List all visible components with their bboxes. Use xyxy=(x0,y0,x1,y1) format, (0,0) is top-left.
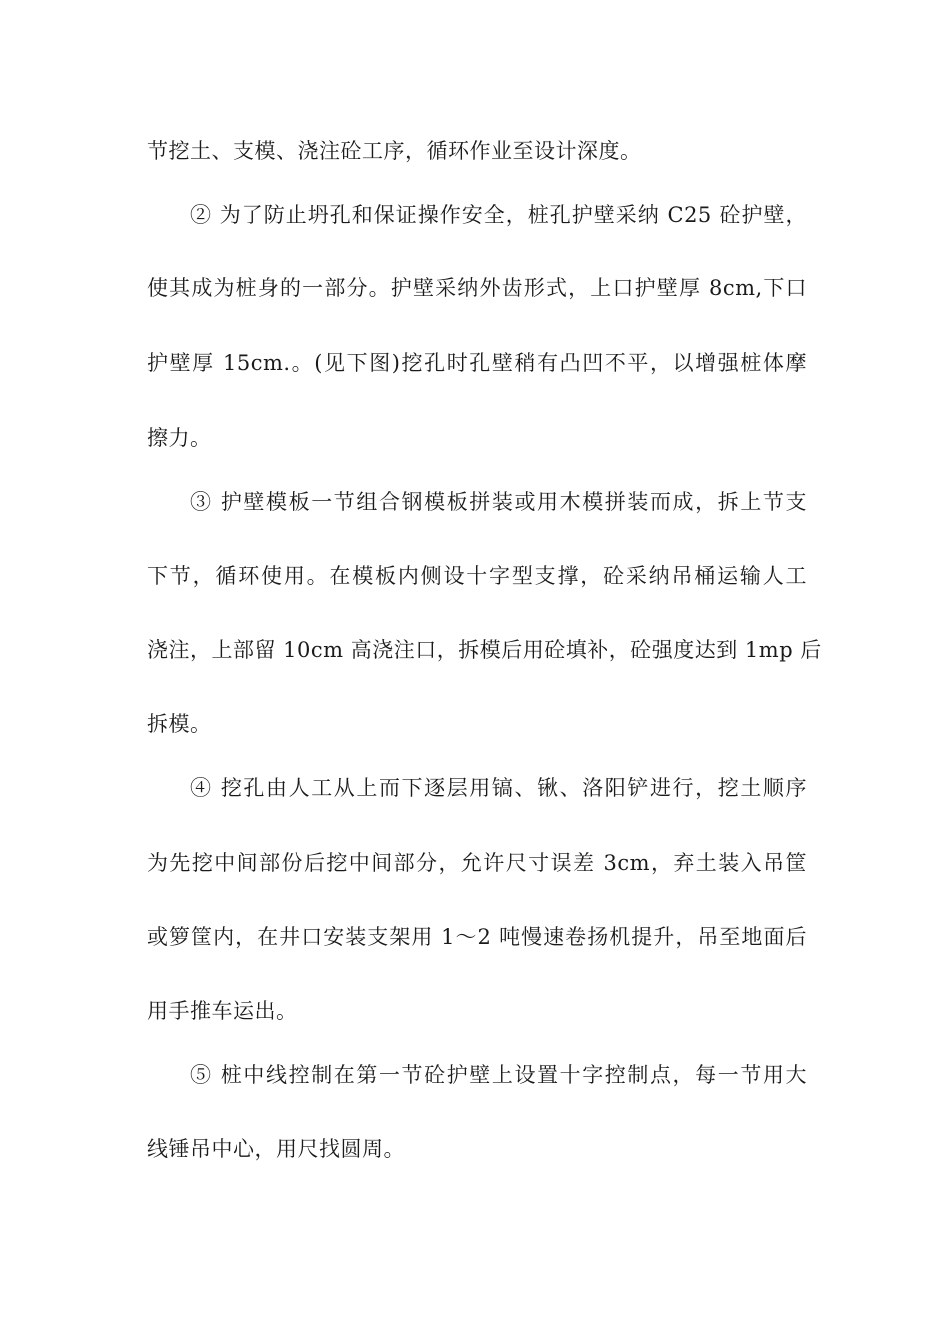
text-line-10: ④ 挖孔由人工从上而下逐层用镐、锹、洛阳铲进行，挖土顺序 xyxy=(190,776,807,800)
text-line-11: 为先挖中间部份后挖中间部分，允许尺寸误差 3cm，弃土装入吊筐 xyxy=(147,851,807,875)
text-line-1: 节挖土、支模、浇注砼工序，循环作业至设计深度。 xyxy=(147,139,642,163)
text-line-8: 浇注，上部留 10cm 高浇注口，拆模后用砼填补，砼强度达到 1mp 后 xyxy=(147,638,822,662)
text-line-5: 擦力。 xyxy=(147,426,212,450)
text-line-7: 下节，循环使用。在模板内侧设十字型支撑，砼采纳吊桶运输人工 xyxy=(147,564,807,588)
text-line-3: 使其成为桩身的一部分。护壁采纳外齿形式，上口护壁厚 8cm,下口 xyxy=(147,276,807,300)
text-line-13: 用手推车运出。 xyxy=(147,999,298,1023)
text-line-6: ③ 护壁模板一节组合钢模板拼装或用木模拼装而成，拆上节支 xyxy=(190,490,807,514)
text-line-4: 护壁厚 15cm.。(见下图)挖孔时孔壁稍有凸凹不平，以增强桩体摩 xyxy=(147,351,807,375)
text-line-12: 或箩筐内，在井口安装支架用 1～2 吨慢速卷扬机提升，吊至地面后 xyxy=(147,925,807,949)
text-line-15: 线锤吊中心，用尺找圆周。 xyxy=(147,1137,405,1161)
text-line-14: ⑤ 桩中线控制在第一节砼护壁上设置十字控制点，每一节用大 xyxy=(190,1063,807,1087)
text-line-9: 拆模。 xyxy=(147,712,212,736)
text-line-2: ② 为了防止坍孔和保证操作安全，桩孔护壁采纳 C25 砼护壁， xyxy=(190,203,807,227)
